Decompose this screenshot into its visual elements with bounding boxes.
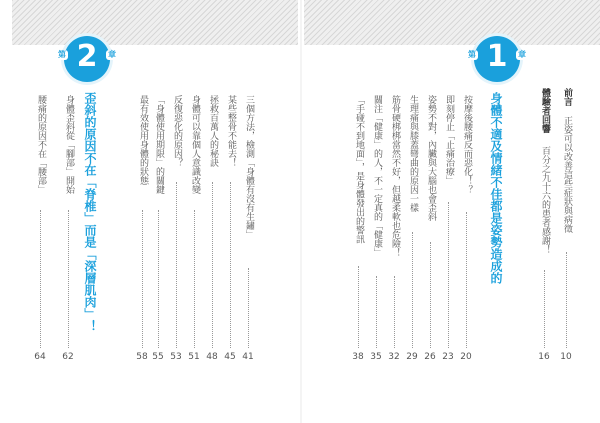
toc-page-number: 32 xyxy=(388,352,400,362)
toc-page-number: 45 xyxy=(224,352,236,362)
header-band-left xyxy=(12,0,298,45)
toc-leader xyxy=(194,210,195,348)
toc-page-number: 62 xyxy=(62,352,74,362)
toc-leader xyxy=(358,266,359,348)
toc-page-number: 48 xyxy=(206,352,218,362)
toc-leader xyxy=(430,242,431,348)
book-gutter xyxy=(300,0,302,423)
toc-page-number: 29 xyxy=(406,352,418,362)
toc-leader xyxy=(544,270,545,348)
chapter-number: 1 xyxy=(486,39,508,74)
header-band-right xyxy=(304,0,600,45)
toc-page-number: 64 xyxy=(34,352,46,362)
toc-leader xyxy=(466,212,467,348)
toc-page-number: 41 xyxy=(242,352,254,362)
toc-entry-text[interactable]: 即刻停止「止痛治療」 xyxy=(444,95,454,185)
chapter-2-badge xyxy=(58,36,116,82)
toc-entry-text[interactable]: 「手碰不到地面」，是身體發出的警訊 xyxy=(354,95,364,244)
chapter-suffix: 章 xyxy=(108,50,116,59)
toc-leader xyxy=(142,210,143,348)
toc-leader xyxy=(412,232,413,348)
toc-page-number: 53 xyxy=(170,352,182,362)
toc-page-number: 58 xyxy=(136,352,148,362)
chapter-number: 2 xyxy=(76,39,98,74)
testimony-text[interactable]: 百分之九十六的患者感謝！ xyxy=(540,146,550,254)
testimony-label: 體驗者回響 xyxy=(540,88,550,133)
toc-entry-text[interactable]: 身體可以靠個人意識改變 xyxy=(190,95,200,194)
toc-leader xyxy=(248,268,249,348)
preface-text[interactable]: 正姿可以改善這些症狀與病徵 xyxy=(562,116,572,233)
toc-page-number: 20 xyxy=(460,352,472,362)
toc-entry-text[interactable]: 拯救百萬人的秘訣 xyxy=(208,95,218,167)
toc-page-number: 16 xyxy=(538,352,550,362)
toc-entry-text[interactable]: 生理痛與膝蓋彎曲的原因一樣 xyxy=(408,95,418,212)
toc-entry-text[interactable]: 筋骨硬梆梆當然不好，但越柔軟也危險！ xyxy=(390,95,400,257)
toc-leader xyxy=(158,210,159,348)
toc-page-number: 35 xyxy=(370,352,382,362)
toc-entry-text[interactable]: 關注「健康」的人，不一定真的「健康」 xyxy=(372,95,382,257)
toc-leader xyxy=(68,210,69,348)
toc-leader xyxy=(448,202,449,348)
preface-label: 前言 xyxy=(562,88,572,106)
toc-entry-text[interactable]: 按摩後腰痛反而惡化！？ xyxy=(462,95,472,194)
chapter-2-title: 歪斜的原因不在「脊椎」而是「深層肌肉」！ xyxy=(83,92,97,332)
chapter-1-title: 身體不適及情緒不佳都是姿勢造成的 xyxy=(489,92,503,284)
chapter-prefix: 第 xyxy=(468,50,476,59)
toc-page-number: 55 xyxy=(152,352,164,362)
toc-page-number: 23 xyxy=(442,352,454,362)
toc-leader xyxy=(230,182,231,348)
toc-page-number: 51 xyxy=(188,352,200,362)
toc-entry-text[interactable]: 最有效使用身體的狀態 xyxy=(138,95,148,185)
toc-leader xyxy=(394,276,395,348)
toc-entry-text[interactable]: 反復惡化的原因？ xyxy=(172,95,182,167)
chapter-1-badge xyxy=(468,36,526,82)
toc-page-number: 10 xyxy=(560,352,572,362)
toc-entry-text[interactable]: 腰痛的原因不在「腰部」 xyxy=(36,95,46,194)
toc-entry-text[interactable]: 身體歪斜從「腳部」開始 xyxy=(64,95,74,194)
toc-leader xyxy=(40,210,41,348)
toc-leader xyxy=(212,182,213,348)
toc-entry-text[interactable]: 某些整骨不能去！ xyxy=(226,95,236,167)
chapter-prefix: 第 xyxy=(58,50,66,59)
toc-entry-text[interactable]: 姿勢不對，內臟與大腦也會歪斜 xyxy=(426,95,436,221)
toc-entry-text[interactable]: 「身體使用期限」的關鍵 xyxy=(154,95,164,194)
toc-page-number: 26 xyxy=(424,352,436,362)
chapter-suffix: 章 xyxy=(518,50,526,59)
toc-entry-text[interactable]: 三個方法，檢測「身體有沒有生鏽」 xyxy=(244,95,254,239)
toc-leader xyxy=(566,252,567,348)
toc-leader xyxy=(176,182,177,348)
toc-leader xyxy=(376,276,377,348)
toc-page-number: 38 xyxy=(352,352,364,362)
